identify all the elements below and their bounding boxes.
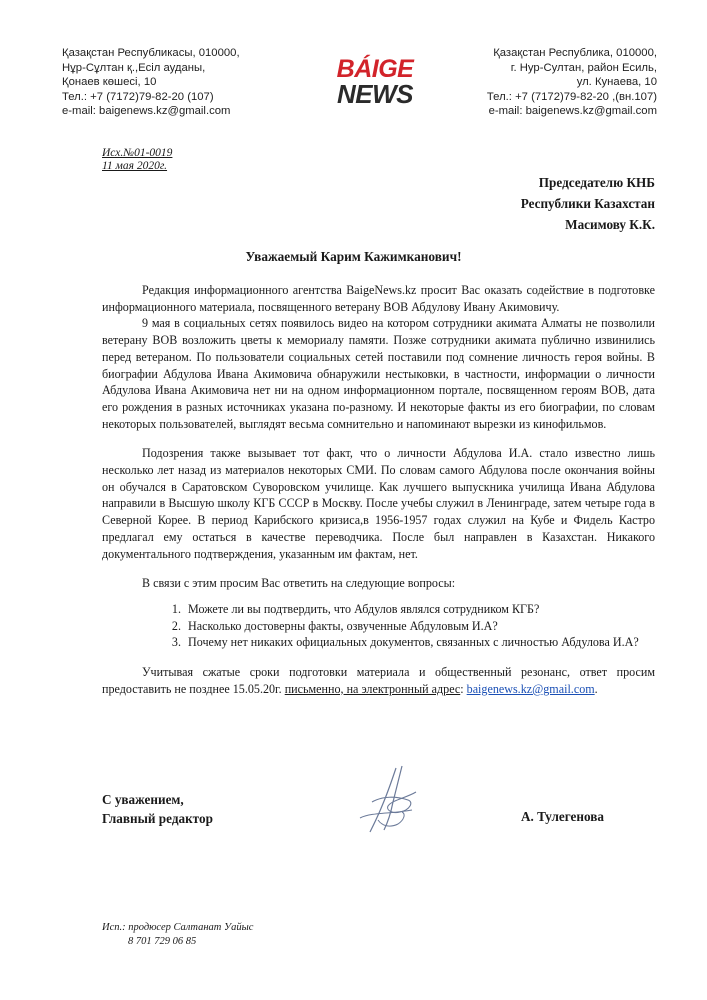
header-right-email: e-mail: baigenews.kz@gmail.com (488, 105, 657, 118)
header-address-left (62, 46, 240, 119)
header-left-line: Тел.: +7 (7172)79-82-20 (107) (62, 90, 214, 103)
executor-line: Исп.: продюсер Салтанат Уайыс (102, 922, 254, 933)
executor-block (102, 921, 253, 949)
handwritten-signature (352, 762, 432, 842)
body-paragraph: В связи с этим просим Вас ответить на следующие вопросы: (142, 576, 456, 591)
closing-text: Учитывая сжатые сроки подготовки материала и общественный резонанс, ответ просим предоставить не позднее 15.05.20г. (102, 665, 655, 696)
addressee-block (521, 172, 655, 235)
signoff-block (102, 790, 213, 828)
body-paragraph: 9 мая в социальных сетях появилось видео на котором сотрудники акимата Алматы не позволили ветерану ВОВ возложить цветы к мемориалу памяти. Позже сотрудники акимата публично извинились перед ветераном. По пользователи социальных сетей поставили под сомнение личность героя войны. В биографии Абдулова Ивана Акимовича обнаружили нестыковки, в частности, информации о личности Абдулова Ивана Акимовича нет ни на одном информационном портале, посвященном героям ВОВ, дата его рождения в разных источниках указана по-разному. И некоторые факты из его биографии, по словам некоторых пользователей, выглядят весьма сомнительно и напоминают вырезки из кинофильмов. (102, 316, 655, 431)
closing-end: . (594, 681, 598, 696)
regards-text: С уважением, (102, 792, 184, 807)
header-left-line: Қазақстан Республикасы, 010000, (62, 47, 240, 59)
header-right-line: Тел.: +7 (7172)79-82-20 ,(вн.107) (486, 90, 657, 103)
header-left-email: e-mail: baigenews.kz@gmail.com (62, 105, 231, 118)
header-right-line: г. Нур-Султан, район Есиль, (510, 61, 657, 74)
question-item: 1. Можете ли вы подтвердить, что Абдулов являлся сотрудником КГБ? (184, 601, 655, 618)
header-right-line: ул. Кунаева, 10 (576, 76, 657, 89)
outgoing-number: Исх.№01-0019 (102, 147, 173, 159)
logo-line-2: NEWS (337, 79, 413, 109)
outgoing-date: 11 мая 2020г. (102, 160, 168, 172)
question-item: 3. Почему нет никаких официальных документов, связанных с личностью Абдулова И.А? (184, 634, 655, 651)
executor-phone: 8 701 729 06 85 (128, 936, 197, 947)
closing-underlined-text: письменно, на электронный адрес (284, 681, 461, 696)
header-left-line: Нұр-Сұлтан қ.,Есіл ауданы, (62, 61, 206, 74)
header-left-line: Қонаев көшесі, 10 (62, 76, 157, 89)
header-right-line: Қазақстан Республика, 010000, (493, 47, 657, 59)
question-item: 2. Насколько достоверны факты, озвученные Абдуловым И.А? (184, 618, 655, 635)
questions-list (102, 601, 655, 651)
closing-paragraph (102, 664, 655, 697)
closing-colon: : (460, 681, 467, 696)
logo-line-1: BÁIGE (336, 55, 414, 83)
letter-body (102, 282, 655, 697)
addressee-line: Республики Казахстан (520, 196, 655, 211)
header-address-right (487, 46, 657, 119)
addressee-line: Масимову К.К. (565, 217, 655, 232)
body-paragraph: Редакция информационного агентства BaigeNews.kz просит Вас оказать содействие в подготовке информационного материала, посвященного ветерану ВОВ Абдулову Ивану Акимовичу. (102, 283, 655, 314)
body-paragraph: Подозрения также вызывает тот факт, что о личности Абдулова И.А. стало известно лишь несколько лет назад из материалов некоторых СМИ. По словам самого Абдулова после окончания войны он обучался в Саратовском Суворовском училище. Как лучшего выпускника училища Ивана Абдулова направили в Высшую школу КГБ СССР в Москву. После учебы служил в Ленинграде, затем четыре года в Северной Корее. В период Карибского кризиса,в 1956-1957 годах служил на Кубе и Фидель Кастро предлагал ему остаться в качестве переводчика. После был направлен в Казахстан. Никакого документального подтверждения, указанным им фактам, нет. (102, 446, 655, 561)
addressee-line: Председателю КНБ (538, 175, 655, 190)
email-link[interactable]: baigenews.kz@gmail.com (466, 681, 595, 696)
baige-news-logo (320, 57, 430, 107)
salutation: Уважаемый Карим Кажимканович! (245, 249, 462, 264)
outgoing-reference (102, 147, 172, 173)
signer-name: А. Тулегенова (520, 809, 604, 824)
signer-position: Главный редактор (102, 811, 213, 826)
